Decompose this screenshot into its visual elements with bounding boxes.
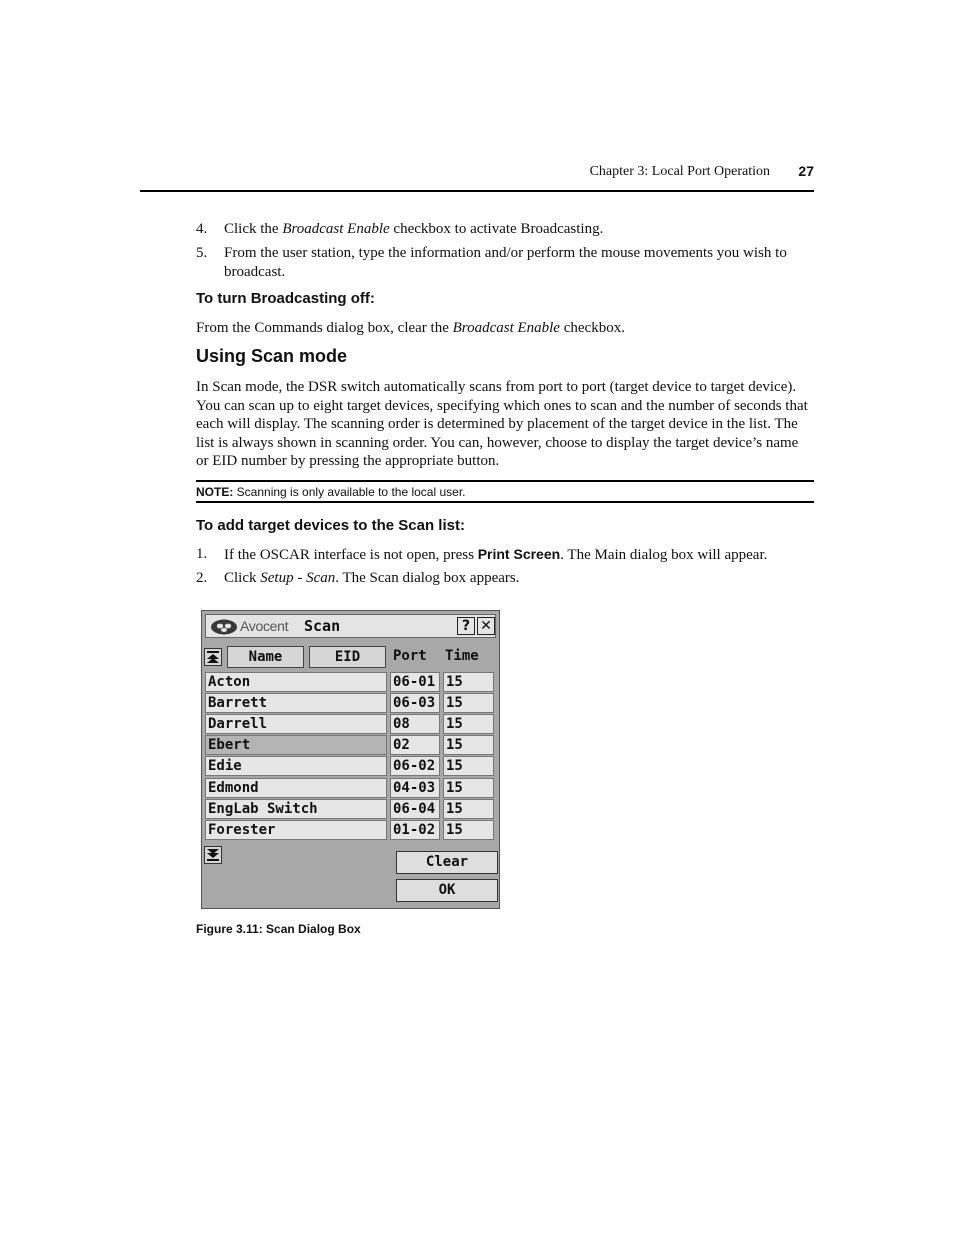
note	[196, 485, 466, 499]
step-text	[224, 220, 814, 239]
scan-time-field[interactable]: 15	[443, 799, 494, 819]
step-text-post: . The Scan dialog box appears.	[335, 570, 520, 586]
figure-caption: Figure 3.11: Scan Dialog Box	[196, 922, 361, 936]
device-name-field[interactable]: EngLab Switch	[205, 799, 387, 819]
port-field[interactable]: 02	[390, 735, 440, 755]
device-name-field[interactable]: Darrell	[205, 714, 387, 734]
close-button[interactable]: ✕	[477, 617, 495, 635]
step-number: 1.	[196, 546, 208, 562]
step-text-pre: Click the	[224, 221, 283, 237]
scan-dialog	[201, 610, 500, 909]
scroll-up-icon	[205, 649, 221, 665]
port-column-header: Port	[393, 648, 427, 664]
step-text-post: . The Main dialog box will appear.	[560, 547, 768, 563]
step-text-pre: If the OSCAR interface is not open, press	[224, 547, 478, 563]
step-5	[196, 244, 814, 281]
step-text-em: Broadcast Enable	[282, 221, 390, 237]
port-field[interactable]: 06-02	[390, 756, 440, 776]
scan-time-field[interactable]: 15	[443, 693, 494, 713]
step-number: 4.	[196, 221, 208, 237]
step-text-post: checkbox to activate Broadcasting.	[389, 221, 604, 237]
clear-button[interactable]: Clear	[396, 851, 498, 874]
dialog-title: Scan	[304, 617, 341, 635]
port-field[interactable]: 06-01	[390, 672, 440, 692]
scan-time-field[interactable]: 15	[443, 672, 494, 692]
turn-off-paragraph	[196, 319, 814, 338]
scroll-down-button[interactable]	[204, 846, 222, 864]
scan-time-field[interactable]: 15	[443, 778, 494, 798]
print-screen-key: Print Screen	[477, 546, 561, 562]
device-name-field[interactable]: Ebert	[205, 735, 387, 755]
step-number: 2.	[196, 570, 208, 586]
scan-time-field[interactable]: 15	[443, 756, 494, 776]
scan-time-field[interactable]: 15	[443, 714, 494, 734]
chapter-title: Chapter 3: Local Port Operation	[589, 164, 770, 179]
ok-button[interactable]: OK	[396, 879, 498, 902]
sort-name-button[interactable]: Name	[227, 646, 304, 668]
step-2	[196, 569, 814, 588]
note-label: NOTE:	[196, 485, 234, 499]
port-field[interactable]: 06-03	[390, 693, 440, 713]
device-name-field[interactable]: Forester	[205, 820, 387, 840]
note-text: Scanning is only available to the local user.	[233, 485, 466, 499]
section-heading: Using Scan mode	[196, 346, 348, 366]
step-1	[196, 545, 814, 565]
step-text	[224, 569, 814, 588]
avocent-logo-icon	[210, 618, 238, 636]
port-field[interactable]: 04-03	[390, 778, 440, 798]
device-name-field[interactable]: Edmond	[205, 778, 387, 798]
scan-time-field[interactable]: 15	[443, 735, 494, 755]
step-4	[196, 220, 814, 239]
port-field[interactable]: 06-04	[390, 799, 440, 819]
device-name-field[interactable]: Barrett	[205, 693, 387, 713]
device-name-field[interactable]: Edie	[205, 756, 387, 776]
dialog-titlebar	[205, 614, 496, 638]
header-rule	[140, 190, 814, 192]
add-list-heading: To add target devices to the Scan list:	[196, 517, 465, 534]
note-rule-bottom	[196, 501, 814, 503]
brand-name: Avocent	[240, 618, 289, 634]
scroll-up-button[interactable]	[204, 648, 222, 666]
port-field[interactable]: 08	[390, 714, 440, 734]
scan-time-field[interactable]: 15	[443, 820, 494, 840]
device-name-field[interactable]: Acton	[205, 672, 387, 692]
page-number: 27	[798, 163, 814, 179]
step-text-pre: Click	[224, 570, 261, 586]
turn-off-pre: From the Commands dialog box, clear the	[196, 320, 453, 336]
turn-off-heading: To turn Broadcasting off:	[196, 290, 375, 307]
turn-off-post: checkbox.	[559, 320, 625, 336]
note-rule-top	[196, 480, 814, 482]
step-text	[224, 545, 814, 565]
turn-off-em: Broadcast Enable	[452, 320, 560, 336]
step-text: From the user station, type the information and/or perform the mouse movements you wish to broadcast.	[224, 245, 787, 280]
step-text-em: Setup - Scan	[260, 570, 336, 586]
scroll-down-icon	[205, 847, 221, 863]
sort-eid-button[interactable]: EID	[309, 646, 386, 668]
section-body: In Scan mode, the DSR switch automatically scans from port to port (target device to target device). You can scan up to eight target devices, specifying which ones to scan and the number of seconds that each will display. The scanning order is determined by placement of the target device in the list. The list is always shown in scanning order. You can, however, choose to display the target device’s name or EID number by pressing the appropriate button.	[196, 379, 808, 469]
time-column-header: Time	[445, 648, 479, 664]
step-number: 5.	[196, 245, 208, 261]
port-field[interactable]: 01-02	[390, 820, 440, 840]
help-button[interactable]: ?	[457, 617, 475, 635]
